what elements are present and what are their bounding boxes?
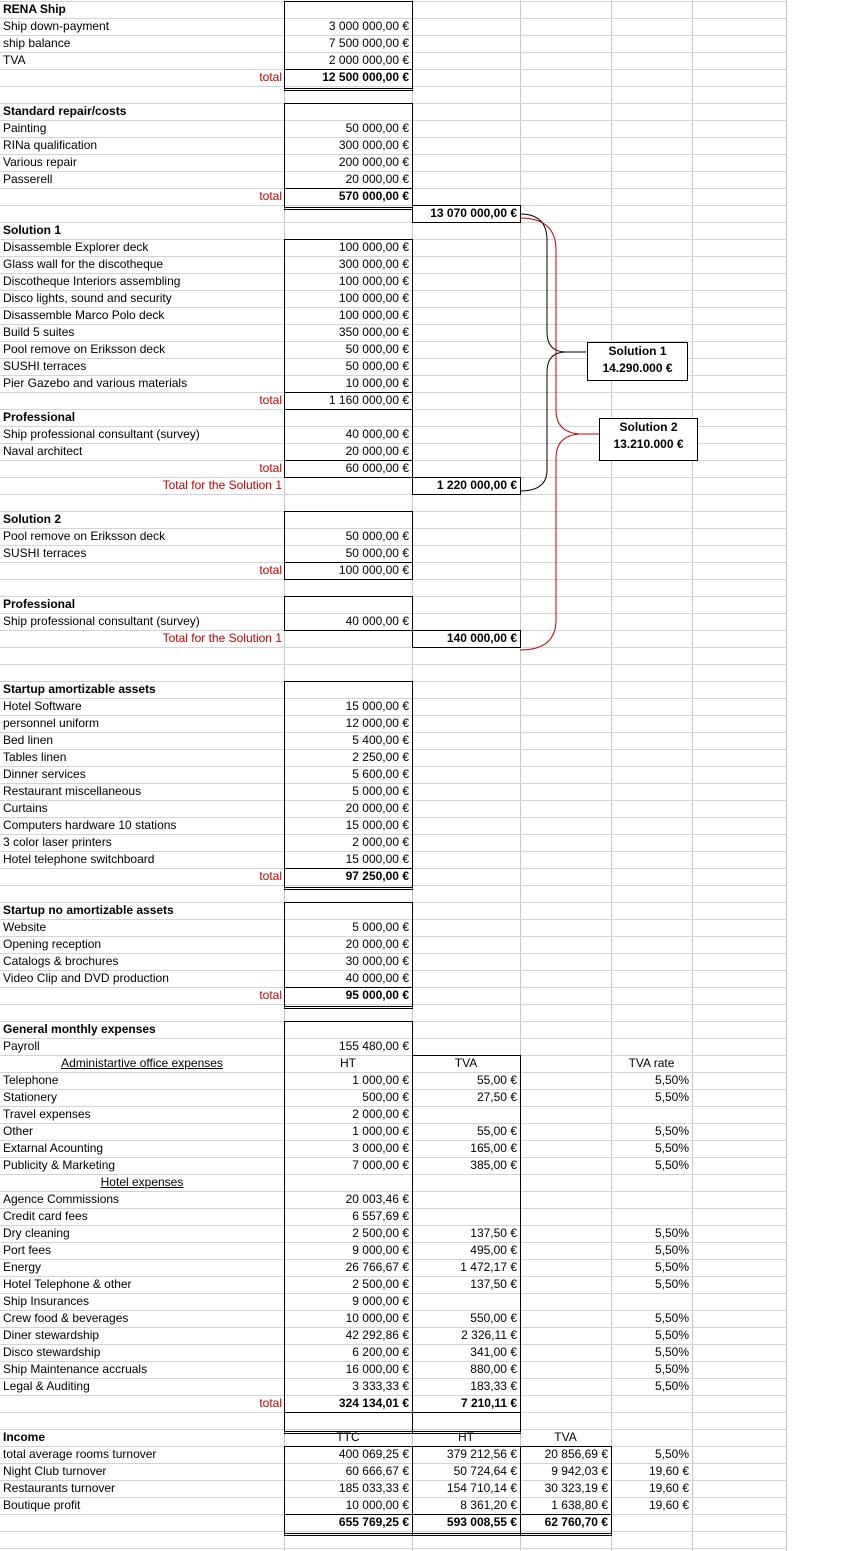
cell-e-row-63[interactable]: 5,50%: [654, 1073, 689, 1087]
cell-a-row-80[interactable]: Ship Maintenance accruals: [3, 1362, 148, 1376]
cell-a-row-40[interactable]: Startup amortizable assets: [3, 682, 156, 696]
cell-e-row-68[interactable]: 5,50%: [654, 1158, 689, 1172]
cell-a-row-74[interactable]: Energy: [3, 1260, 42, 1274]
cell-c-row-79[interactable]: 341,00 €: [470, 1345, 517, 1359]
cell-b-row-86[interactable]: 60 666,67 €: [345, 1464, 409, 1478]
cell-b-row-46[interactable]: 5 000,00 €: [352, 784, 409, 798]
cell-b-row-58[interactable]: 95 000,00 €: [345, 988, 409, 1002]
cell-b-row-31[interactable]: 50 000,00 €: [345, 529, 409, 543]
cell-a-row-28[interactable]: Total for the Solution 1: [162, 478, 282, 492]
cell-b-row-19[interactable]: 350 000,00 €: [338, 325, 409, 339]
cell-c-row-81[interactable]: 183,33 €: [470, 1379, 517, 1393]
cell-b-row-11[interactable]: 570 000,00 €: [338, 189, 409, 203]
cell-a-row-14[interactable]: Disassemble Explorer deck: [3, 240, 149, 254]
cell-b-row-89[interactable]: 655 769,25 €: [338, 1515, 409, 1529]
cell-a-row-15[interactable]: Glass wall for the discotheque: [3, 257, 164, 271]
cell-d-row-84[interactable]: TVA: [554, 1430, 577, 1444]
cell-a-row-6[interactable]: Standard repair/costs: [3, 104, 127, 118]
cell-e-row-79[interactable]: 5,50%: [654, 1345, 689, 1359]
cell-b-row-10[interactable]: 20 000,00 €: [345, 172, 409, 186]
cell-a-row-8[interactable]: RINa qualification: [3, 138, 98, 152]
cell-b-row-87[interactable]: 185 033,33 €: [338, 1481, 409, 1495]
cell-a-row-21[interactable]: SUSHI terraces: [3, 359, 87, 373]
cell-c-row-62[interactable]: TVA: [454, 1056, 478, 1070]
cell-b-row-2[interactable]: 7 500 000,00 €: [328, 36, 409, 50]
cell-b-row-32[interactable]: 50 000,00 €: [345, 546, 409, 560]
cell-b-row-77[interactable]: 10 000,00 €: [345, 1311, 409, 1325]
cell-b-row-47[interactable]: 20 000,00 €: [345, 801, 409, 815]
cell-b-row-85[interactable]: 400 069,25 €: [338, 1447, 409, 1461]
cell-c-row-82[interactable]: 7 210,11 €: [460, 1396, 517, 1410]
cell-b-row-1[interactable]: 3 000 000,00 €: [328, 19, 409, 33]
cell-b-row-68[interactable]: 7 000,00 €: [352, 1158, 409, 1172]
cell-b-row-79[interactable]: 6 200,00 €: [352, 1345, 409, 1359]
cell-a-row-24[interactable]: Professional: [3, 410, 76, 424]
cell-a-row-78[interactable]: Diner stewardship: [3, 1328, 100, 1342]
cell-b-row-25[interactable]: 40 000,00 €: [345, 427, 409, 441]
cell-a-row-71[interactable]: Credit card fees: [3, 1209, 88, 1223]
cell-b-row-7[interactable]: 50 000,00 €: [345, 121, 409, 135]
cell-a-row-4[interactable]: total: [259, 70, 282, 84]
cell-c-row-64[interactable]: 27,50 €: [476, 1090, 517, 1104]
cell-b-row-22[interactable]: 10 000,00 €: [345, 376, 409, 390]
cell-b-row-21[interactable]: 50 000,00 €: [345, 359, 409, 373]
cell-b-row-23[interactable]: 1 160 000,00 €: [328, 393, 409, 407]
solution2-bracket: [520, 218, 579, 650]
cell-c-row-84[interactable]: HT: [458, 1430, 474, 1444]
cell-d-row-88[interactable]: 1 638,80 €: [551, 1498, 608, 1512]
solution1-bracket: [520, 214, 566, 491]
cell-a-row-77[interactable]: Crew food & beverages: [3, 1311, 129, 1325]
cell-a-row-85[interactable]: total average rooms turnover: [3, 1447, 157, 1461]
cell-a-row-43[interactable]: Bed linen: [3, 733, 54, 747]
cell-a-row-63[interactable]: Telephone: [3, 1073, 59, 1087]
cell-b-row-84[interactable]: TTC: [336, 1430, 360, 1444]
solution2-callout-amount: 13.210.000 €: [613, 437, 684, 451]
cell-b-row-9[interactable]: 200 000,00 €: [338, 155, 409, 169]
cell-b-row-57[interactable]: 40 000,00 €: [345, 971, 409, 985]
cell-a-row-61[interactable]: Payroll: [3, 1039, 40, 1053]
cell-b-row-26[interactable]: 20 000,00 €: [345, 444, 409, 458]
cell-a-row-57[interactable]: Video Clip and DVD production: [3, 971, 169, 985]
cell-b-row-72[interactable]: 2 500,00 €: [352, 1226, 409, 1240]
cell-b-row-81[interactable]: 3 333,33 €: [352, 1379, 409, 1393]
cell-b-row-49[interactable]: 2 000,00 €: [352, 835, 409, 849]
cell-a-row-65[interactable]: Travel expenses: [3, 1107, 91, 1121]
cell-e-row-62[interactable]: TVA rate: [628, 1056, 675, 1070]
cell-a-row-26[interactable]: Naval architect: [3, 444, 83, 458]
cell-a-row-9[interactable]: Various repair: [3, 155, 77, 169]
cell-c-row-67[interactable]: 165,00 €: [470, 1141, 517, 1155]
cell-a-row-7[interactable]: Painting: [3, 121, 47, 135]
cell-a-row-1[interactable]: Ship down-payment: [3, 19, 110, 33]
cell-a-row-84[interactable]: Income: [3, 1430, 46, 1444]
solution1-callout: [587, 342, 688, 381]
cell-b-row-43[interactable]: 5 400,00 €: [352, 733, 409, 747]
cell-b-row-42[interactable]: 12 000,00 €: [345, 716, 409, 730]
cell-c-row-88[interactable]: 8 361,20 €: [460, 1498, 517, 1512]
cell-d-row-87[interactable]: 30 323,19 €: [544, 1481, 608, 1495]
cell-c-row-75[interactable]: 137,50 €: [470, 1277, 517, 1291]
cell-a-row-22[interactable]: Pier Gazebo and various materials: [3, 376, 188, 390]
cell-a-row-86[interactable]: Night Club turnover: [3, 1464, 107, 1478]
cell-a-row-42[interactable]: personnel uniform: [3, 716, 100, 730]
cell-a-row-37[interactable]: Total for the Solution 1: [162, 631, 282, 645]
cell-e-row-80[interactable]: 5,50%: [654, 1362, 689, 1376]
cell-b-row-50[interactable]: 15 000,00 €: [345, 852, 409, 866]
cell-a-row-54[interactable]: Website: [3, 920, 47, 934]
cell-b-row-51[interactable]: 97 250,00 €: [345, 869, 409, 883]
cell-c-row-73[interactable]: 495,00 €: [470, 1243, 517, 1257]
cell-a-row-68[interactable]: Publicity & Marketing: [3, 1158, 116, 1172]
cell-a-row-49[interactable]: 3 color laser printers: [3, 835, 112, 849]
cell-b-row-73[interactable]: 9 000,00 €: [352, 1243, 409, 1257]
cell-a-row-18[interactable]: Disassemble Marco Polo deck: [3, 308, 165, 322]
cell-a-row-66[interactable]: Other: [3, 1124, 34, 1138]
cell-c-row-12[interactable]: 13 070 000,00 €: [430, 206, 517, 220]
cell-b-row-74[interactable]: 26 766,67 €: [345, 1260, 409, 1274]
cell-a-row-81[interactable]: Legal & Auditing: [3, 1379, 90, 1393]
cell-a-row-51[interactable]: total: [259, 869, 282, 883]
cell-a-row-70[interactable]: Agence Commissions: [3, 1192, 120, 1206]
cell-c-row-89[interactable]: 593 008,55 €: [446, 1515, 517, 1529]
cell-b-row-48[interactable]: 15 000,00 €: [345, 818, 409, 832]
cell-a-row-32[interactable]: SUSHI terraces: [3, 546, 87, 560]
cell-a-row-36[interactable]: Ship professional consultant (survey): [3, 614, 200, 628]
cell-a-row-16[interactable]: Discotheque Interiors assembling: [3, 274, 181, 288]
cell-a-row-53[interactable]: Startup no amortizable assets: [3, 903, 174, 917]
cell-a-row-56[interactable]: Catalogs & brochures: [3, 954, 119, 968]
cell-c-row-78[interactable]: 2 326,11 €: [461, 1328, 517, 1342]
cell-a-row-50[interactable]: Hotel telephone switchboard: [3, 852, 155, 866]
cell-a-row-75[interactable]: Hotel Telephone & other: [3, 1277, 132, 1291]
cell-a-row-73[interactable]: Port fees: [3, 1243, 52, 1257]
cell-a-row-3[interactable]: TVA: [3, 53, 26, 67]
cell-c-row-68[interactable]: 385,00 €: [470, 1158, 517, 1172]
cell-a-row-17[interactable]: Disco lights, sound and security: [3, 291, 172, 305]
cell-a-row-58[interactable]: total: [259, 988, 282, 1002]
cell-a-row-27[interactable]: total: [259, 461, 282, 475]
cell-b-row-8[interactable]: 300 000,00 €: [338, 138, 409, 152]
cell-b-row-55[interactable]: 20 000,00 €: [345, 937, 409, 951]
cell-e-row-64[interactable]: 5,50%: [654, 1090, 689, 1104]
cell-a-row-87[interactable]: Restaurants turnover: [3, 1481, 116, 1495]
cell-e-row-78[interactable]: 5,50%: [654, 1328, 689, 1342]
cell-e-row-66[interactable]: 5,50%: [654, 1124, 689, 1138]
cell-e-row-72[interactable]: 5,50%: [654, 1226, 689, 1240]
cell-c-row-80[interactable]: 880,00 €: [470, 1362, 517, 1376]
cell-b-row-15[interactable]: 300 000,00 €: [338, 257, 409, 271]
cell-a-row-82[interactable]: total: [259, 1396, 282, 1410]
cell-a-row-19[interactable]: Build 5 suites: [3, 325, 75, 339]
cell-b-row-71[interactable]: 6 557,69 €: [352, 1209, 409, 1223]
cell-b-row-70[interactable]: 20 003,46 €: [345, 1192, 409, 1206]
cell-a-row-33[interactable]: total: [259, 563, 282, 577]
cell-a-row-30[interactable]: Solution 2: [3, 512, 61, 526]
cell-e-row-81[interactable]: 5,50%: [654, 1379, 689, 1393]
cell-e-row-85[interactable]: 5,50%: [654, 1447, 689, 1461]
cell-b-row-14[interactable]: 100 000,00 €: [338, 240, 409, 254]
cell-a-row-47[interactable]: Curtains: [3, 801, 48, 815]
cell-a-row-35[interactable]: Professional: [3, 597, 76, 611]
cell-b-row-67[interactable]: 3 000,00 €: [352, 1141, 409, 1155]
cell-b-row-61[interactable]: 155 480,00 €: [338, 1039, 409, 1053]
cell-a-row-64[interactable]: Stationery: [3, 1090, 58, 1104]
cell-b-row-63[interactable]: 1 000,00 €: [352, 1073, 409, 1087]
cell-b-row-66[interactable]: 1 000,00 €: [352, 1124, 409, 1138]
cell-a-row-88[interactable]: Boutique profit: [3, 1498, 81, 1512]
cell-a-row-10[interactable]: Passerell: [3, 172, 53, 186]
cell-e-row-73[interactable]: 5,50%: [654, 1243, 689, 1257]
cell-a-row-20[interactable]: Pool remove on Eriksson deck: [3, 342, 166, 356]
cell-b-row-41[interactable]: 15 000,00 €: [345, 699, 409, 713]
cell-e-row-86[interactable]: 19,60 €: [648, 1464, 689, 1478]
cell-b-row-64[interactable]: 500,00 €: [362, 1090, 409, 1104]
cell-b-row-82[interactable]: 324 134,01 €: [338, 1396, 409, 1410]
cell-b-row-65[interactable]: 2 000,00 €: [352, 1107, 409, 1121]
cell-a-row-60[interactable]: General monthly expenses: [3, 1022, 156, 1036]
cell-b-row-75[interactable]: 2 500,00 €: [352, 1277, 409, 1291]
cell-b-row-36[interactable]: 40 000,00 €: [345, 614, 409, 628]
cell-a-row-41[interactable]: Hotel Software: [3, 699, 82, 713]
cell-b-row-17[interactable]: 100 000,00 €: [338, 291, 409, 305]
cell-b-row-80[interactable]: 16 000,00 €: [345, 1362, 409, 1376]
cell-a-row-67[interactable]: Extarnal Acounting: [3, 1141, 104, 1155]
cell-b-row-54[interactable]: 5 000,00 €: [352, 920, 409, 934]
cell-a-row-72[interactable]: Dry cleaning: [3, 1226, 70, 1240]
cell-c-row-85[interactable]: 379 212,56 €: [446, 1447, 517, 1461]
solution2-callout-title: Solution 2: [619, 420, 678, 434]
cell-e-row-74[interactable]: 5,50%: [654, 1260, 689, 1274]
cell-e-row-88[interactable]: 19,60 €: [648, 1498, 689, 1512]
cell-a-row-2[interactable]: ship balance: [3, 36, 71, 50]
solution1-callout-title: Solution 1: [608, 344, 667, 358]
cell-b-row-16[interactable]: 100 000,00 €: [338, 274, 409, 288]
cell-b-row-62[interactable]: HT: [340, 1056, 356, 1070]
cell-e-row-67[interactable]: 5,50%: [654, 1141, 689, 1155]
cell-b-row-18[interactable]: 100 000,00 €: [338, 308, 409, 322]
cell-a-row-69[interactable]: Hotel expenses: [100, 1175, 184, 1189]
cell-a-row-79[interactable]: Disco stewardship: [3, 1345, 101, 1359]
cell-a-row-62[interactable]: Administartive office expenses: [61, 1056, 223, 1070]
cell-b-row-78[interactable]: 42 292,86 €: [345, 1328, 409, 1342]
cell-b-row-27[interactable]: 60 000,00 €: [345, 461, 409, 475]
solution2-callout: [599, 418, 698, 461]
cell-e-row-77[interactable]: 5,50%: [654, 1311, 689, 1325]
cell-b-row-20[interactable]: 50 000,00 €: [345, 342, 409, 356]
cell-c-row-86[interactable]: 50 724,64 €: [453, 1464, 517, 1478]
cell-b-row-3[interactable]: 2 000 000,00 €: [328, 53, 409, 67]
cell-c-row-63[interactable]: 55,00 €: [476, 1073, 517, 1087]
cell-c-row-66[interactable]: 55,00 €: [476, 1124, 517, 1138]
cell-d-row-85[interactable]: 20 856,69 €: [544, 1447, 608, 1461]
cell-c-row-72[interactable]: 137,50 €: [470, 1226, 517, 1240]
cell-a-row-55[interactable]: Opening reception: [3, 937, 102, 951]
cell-a-row-76[interactable]: Ship Insurances: [3, 1294, 90, 1308]
cell-b-row-88[interactable]: 10 000,00 €: [345, 1498, 409, 1512]
cell-b-row-33[interactable]: 100 000,00 €: [338, 563, 409, 577]
cell-a-row-45[interactable]: Dinner services: [3, 767, 86, 781]
cell-c-row-77[interactable]: 550,00 €: [470, 1311, 517, 1325]
cell-b-row-76[interactable]: 9 000,00 €: [352, 1294, 409, 1308]
cell-e-row-75[interactable]: 5,50%: [654, 1277, 689, 1291]
cell-a-row-31[interactable]: Pool remove on Eriksson deck: [3, 529, 166, 543]
cell-c-row-87[interactable]: 154 710,14 €: [446, 1481, 517, 1495]
cell-b-row-44[interactable]: 2 250,00 €: [352, 750, 409, 764]
cell-a-row-13[interactable]: Solution 1: [3, 223, 61, 237]
solution1-callout-amount: 14.290.000 €: [602, 361, 673, 375]
cell-a-row-0[interactable]: RENA Ship: [3, 2, 66, 16]
cell-d-row-89[interactable]: 62 760,70 €: [544, 1515, 608, 1529]
cell-e-row-87[interactable]: 19,60 €: [648, 1481, 689, 1495]
cell-c-row-28[interactable]: 1 220 000,00 €: [436, 478, 517, 492]
cell-b-row-4[interactable]: 12 500 000,00 €: [322, 70, 409, 84]
cell-a-row-48[interactable]: Computers hardware 10 stations: [3, 818, 177, 832]
cell-d-row-86[interactable]: 9 942,03 €: [551, 1464, 608, 1478]
cell-a-row-46[interactable]: Restaurant miscellaneous: [3, 784, 142, 798]
cell-c-row-74[interactable]: 1 472,17 €: [460, 1260, 517, 1274]
cell-a-row-25[interactable]: Ship professional consultant (survey): [3, 427, 200, 441]
cell-a-row-23[interactable]: total: [259, 393, 282, 407]
cell-b-row-56[interactable]: 30 000,00 €: [345, 954, 409, 968]
cell-a-row-44[interactable]: Tables linen: [3, 750, 67, 764]
cell-c-row-37[interactable]: 140 000,00 €: [446, 631, 517, 645]
cell-a-row-11[interactable]: total: [259, 189, 282, 203]
cell-b-row-45[interactable]: 5 600,00 €: [352, 767, 409, 781]
